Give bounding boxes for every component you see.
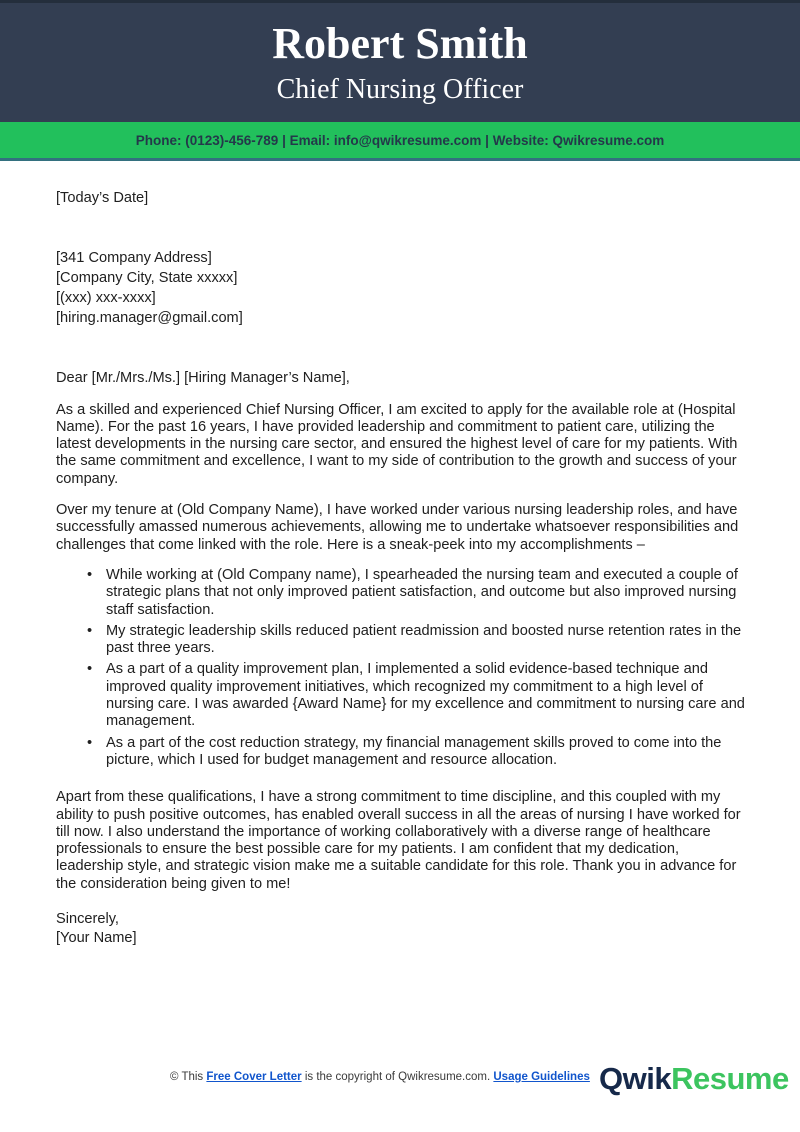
recipient-line: [(xxx) xxx-xxxx] xyxy=(56,290,156,307)
contact-bar xyxy=(0,122,800,161)
list-item: • My strategic leadership skills reduced patient readmission and boosted nurse retention rates in the past three years. xyxy=(106,623,748,658)
paragraph-closing: Apart from these qualifications, I have a strong commitment to time discipline, and this coupled with my ability to push positive outcomes, has enabled overall success in all the areas of nursing I have worked for till now. I also understand the importance of working collaboratively with a diverse range of healthcare professionals to ensure the best possible care for my patients. I am confident that my dedication, leadership style, and strategic vision make me a suitable candidate for this role. Thank you in advance for the consideration being given to me! xyxy=(56,789,741,892)
header-band xyxy=(0,0,800,122)
phone-label: Phone: xyxy=(135,133,182,148)
email-label: Email: xyxy=(289,133,331,148)
usage-guidelines-link[interactable]: Usage Guidelines xyxy=(493,1071,590,1083)
letter-body xyxy=(0,161,800,948)
date-placeholder: [Today’s Date] xyxy=(56,190,149,206)
logo-part-resume: Resume xyxy=(671,1061,789,1096)
list-item: • While working at (Old Company name), I spearheaded the nursing team and executed a couple of strategic plans that not only improved patient satisfaction, and outcome but also improved nursing staff satisfaction. xyxy=(106,567,748,619)
footer-copyright xyxy=(170,1071,590,1083)
signoff-block xyxy=(56,910,748,948)
paragraph-intro: As a skilled and experienced Chief Nursing Officer, I am excited to apply for the available role at (Hospital Name). For the past 16 years, I have provided leadership and commitment to patient care, utilizing the latest developments in the nursing care sector, and ensured the highest level of care for my patients. With the same commitment and excellence, I want to my side of contribution to the growth and success of your company. xyxy=(56,401,738,487)
website-value: Qwikresume.com xyxy=(552,133,665,148)
qwikresume-logo xyxy=(599,1059,789,1099)
recipient-line: [Company City, State xxxxx] xyxy=(56,270,238,287)
accomplishments-list xyxy=(56,567,748,769)
list-item: • As a part of a quality improvement plan, I implemented a solid evidence-based technique and improved quality improvement initiatives, which recognized my commitment to a high level of nursing care. I was awarded {Award Name} for my excellence and commitment to nursing care and management. xyxy=(106,661,748,730)
recipient-line: [341 Company Address] xyxy=(56,250,212,267)
copyright-prefix: © This xyxy=(170,1071,204,1083)
person-name: Robert Smith xyxy=(272,19,528,68)
signoff: Sincerely, xyxy=(56,911,119,928)
email-value: info@qwikresume.com xyxy=(333,133,482,148)
recipient-line: [hiring.manager@gmail.com] xyxy=(56,310,243,327)
recipient-address-block xyxy=(56,248,748,328)
job-title: Chief Nursing Officer xyxy=(276,74,524,105)
copyright-middle: is the copyright of Qwikresume.com. xyxy=(304,1071,491,1083)
separator: | xyxy=(485,133,489,148)
separator: | xyxy=(282,133,286,148)
salutation: Dear [Mr./Mrs./Ms.] [Hiring Manager’s Name], xyxy=(56,370,350,387)
free-cover-letter-link[interactable]: Free Cover Letter xyxy=(206,1071,302,1083)
logo-part-qwik: Qwik xyxy=(599,1061,672,1096)
website-label: Website: xyxy=(492,133,549,148)
list-item: • As a part of the cost reduction strategy, my financial management skills proved to come into the picture, which I used for budget management and resource allocation. xyxy=(106,735,748,770)
paragraph-tenure: Over my tenure at (Old Company Name), I have worked under various nursing leadership roles, and have successfully amassed numerous achievements, allowing me to undertake whatsoever responsibilities and challenges that come linked with the role. Here is a sneak-peek into my accomplishments – xyxy=(56,502,739,553)
phone-value: (0123)-456-789 xyxy=(185,133,279,148)
signature-placeholder: [Your Name] xyxy=(56,930,137,947)
